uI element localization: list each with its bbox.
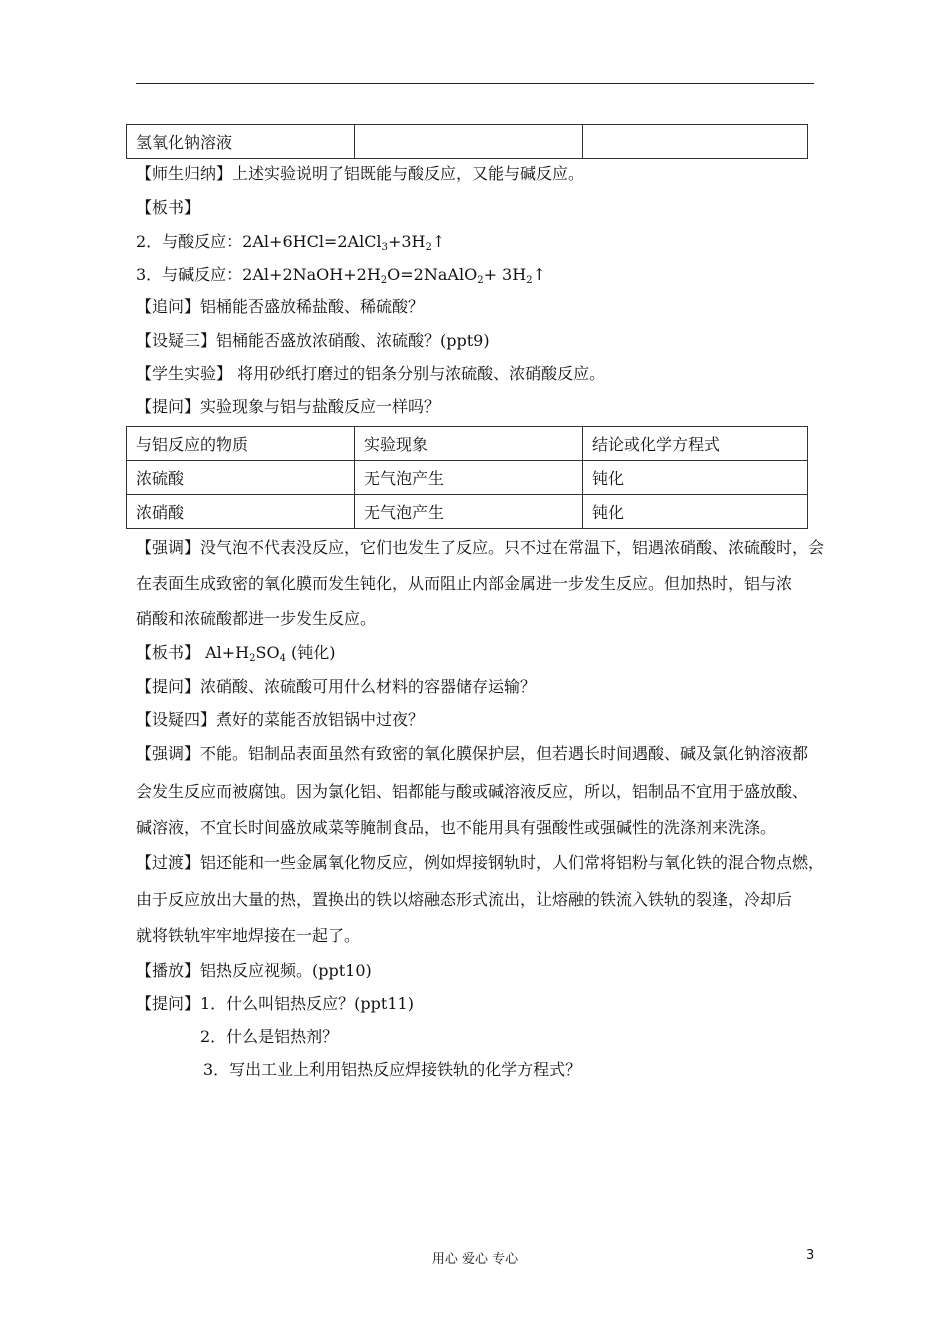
results-table: [126, 426, 808, 529]
table-cell: 钝化: [583, 461, 808, 495]
table-header-cell: 与铝反应的物质: [127, 427, 355, 461]
table-header-row: [127, 427, 808, 461]
table-cell: 氢氧化钠溶液: [127, 125, 355, 159]
table-cell: 无气泡产生: [355, 461, 583, 495]
page-number: 3: [806, 1248, 815, 1263]
table-cell: 浓硫酸: [127, 461, 355, 495]
transition-line: 由于反应放出大量的热，置换出的铁以熔融态形式流出，让熔融的铁流入铁轨的裂逢，冷却后: [136, 890, 793, 909]
emphasis-line: 在表面生成致密的氧化膜而发生钝化，从而阻止内部金属进一步发生反应。但加热时，铝与浓: [136, 574, 793, 593]
table-cell: [355, 125, 583, 159]
acid-reaction-equation: 2．与酸反应：$2Al+6HCl=2AlCl_3+3H_2↑$: [136, 232, 446, 253]
table-cell: 无气泡产生: [355, 495, 583, 529]
question-four: 【设疑四】煮好的菜能否放铝锅中过夜？: [136, 710, 425, 729]
table-header-cell: 结论或化学方程式: [583, 427, 808, 461]
footer-motto: 用心 爱心 专心: [431, 1252, 519, 1267]
experiment-table-continued: [126, 124, 808, 159]
emphasis-line: 碱溶液，不宜长时间盛放咸菜等腌制食品，也不能用具有强酸性或强碱性的洗涤剂来洗涤。: [136, 818, 777, 837]
table-row: [127, 495, 808, 529]
student-experiment: 【学生实验】 将用砂纸打磨过的铝条分别与浓硫酸、浓硝酸反应。: [136, 364, 606, 383]
table-cell: [583, 125, 808, 159]
board-heading: 【板书】: [136, 198, 201, 217]
emphasis-line: 硝酸和浓硫酸都进一步发生反应。: [136, 609, 377, 628]
question-list-item: 3．写出工业上利用铝热反应焊接铁轨的化学方程式？: [203, 1060, 582, 1079]
header-rule: [136, 83, 814, 84]
video-line: 【播放】铝热反应视频。(ppt10): [136, 961, 372, 980]
question-list-item: 2．什么是铝热剂？: [200, 1027, 339, 1046]
storage-question: 【提问】浓硝酸、浓硫酸可用什么材料的容器储存运输？: [136, 677, 537, 696]
question-three: 【设疑三】铝桶能否盛放浓硝酸、浓硫酸？(ppt9): [136, 331, 490, 350]
base-reaction-equation: 3．与碱反应：$2Al+2NaOH+2H_2O=2NaAlO_2+$ $3H_2↑$: [136, 265, 546, 286]
board-equation: 【板书】 $Al+H_2SO_4$ (钝化): [136, 643, 336, 664]
follow-up-question: 【追问】铝桶能否盛放稀盐酸、稀硫酸？: [136, 297, 425, 316]
table-cell: 钝化: [583, 495, 808, 529]
emphasis-line: 【强调】不能。铝制品表面虽然有致密的氧化膜保护层，但若遇长时间遇酸、碱及氯化钠溶液都: [136, 744, 809, 763]
transition-line: 【过渡】铝还能和一些金属氧化物反应，例如焊接钢轨时，人们常将铝粉与氧化铁的混合物点燃，: [136, 853, 825, 872]
summary-paragraph: 【师生归纳】上述实验说明了铝既能与酸反应，又能与碱反应。: [136, 164, 585, 183]
table-header-cell: 实验现象: [355, 427, 583, 461]
transition-line: 就将铁轨牢牢地焊接在一起了。: [136, 926, 361, 945]
emphasis-line: 会发生反应而被腐蚀。因为氯化铝、铝都能与酸或碱溶液反应，所以，铝制品不宜用于盛放酸、: [136, 782, 809, 801]
table-row: [127, 125, 808, 159]
question-prompt: 【提问】实验现象与铝与盐酸反应一样吗？: [136, 397, 441, 416]
table-row: [127, 461, 808, 495]
table-cell: 浓硝酸: [127, 495, 355, 529]
emphasis-line: 【强调】没气泡不代表没反应，它们也发生了反应。只不过在常温下，铝遇浓硝酸、浓硫酸时，会: [136, 538, 825, 557]
question-list-first: 【提问】1．什么叫铝热反应？(ppt11): [136, 994, 414, 1013]
